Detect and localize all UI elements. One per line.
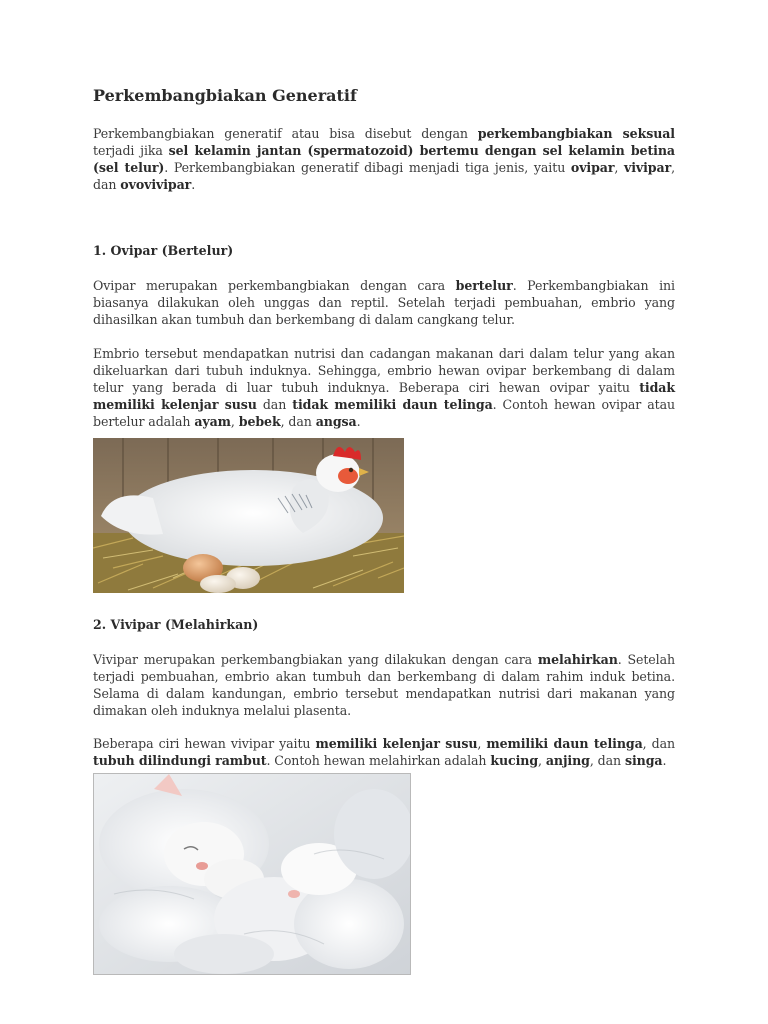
ovipar-heading: 1. Ovipar (Bertelur) (93, 243, 234, 258)
hen-with-eggs-photo (93, 438, 404, 593)
intro-paragraph: Perkembangbiakan generatif atau bisa disebut dengan perkembangbiakan seksual terjadi jika sel kelamin jantan (spermatozoid) bertemu dengan sel kelamin betina (sel telur). Perkembangbiakan generatif dibagi menjadi tiga jenis, yaitu ovipar, vivipar, dan ovovivipar. (93, 126, 676, 192)
page-title: Perkembangbiakan Generatif (93, 86, 357, 105)
white-cat-with-kittens-photo (93, 773, 411, 975)
ovipar-paragraph-1: Ovipar merupakan perkembangbiakan dengan cara bertelur. Perkembangbiakan ini biasanya dilakukan oleh unggas dan reptil. Setelah terjadi pembuahan, embrio yang dihasilkan akan tumbuh dan berkembang di dalam cangkang telur. (93, 278, 675, 327)
ovipar-paragraph-2: Embrio tersebut mendapatkan nutrisi dan cadangan makanan dari dalam telur yang akan dikeluarkan dari tubuh induknya. Sehingga, embrio hewan ovipar berkembang di dalam telur yang berada di luar tubuh induknya. Beberapa ciri hewan ovipar yaitu tidak memiliki kelenjar susu dan tidak memiliki daun telinga. Contoh hewan ovipar atau bertelur adalah ayam, bebek, dan angsa. (93, 346, 676, 429)
vivipar-paragraph-2: Beberapa ciri hewan vivipar yaitu memiliki kelenjar susu, memiliki daun telinga, dan tubuh dilindungi rambut. Contoh hewan melahirkan adalah kucing, anjing, dan singa. (93, 736, 676, 768)
vivipar-paragraph-1: Vivipar merupakan perkembangbiakan yang dilakukan dengan cara melahirkan. Setelah terjadi pembuahan, embrio akan tumbuh dan berkembang di dalam rahim induk betina. Selama di dalam kandungan, embrio tersebut mendapatkan nutrisi dari makanan yang dimakan oleh induknya melalui plasenta. (93, 652, 675, 718)
vivipar-heading: 2. Vivipar (Melahirkan) (93, 617, 259, 632)
